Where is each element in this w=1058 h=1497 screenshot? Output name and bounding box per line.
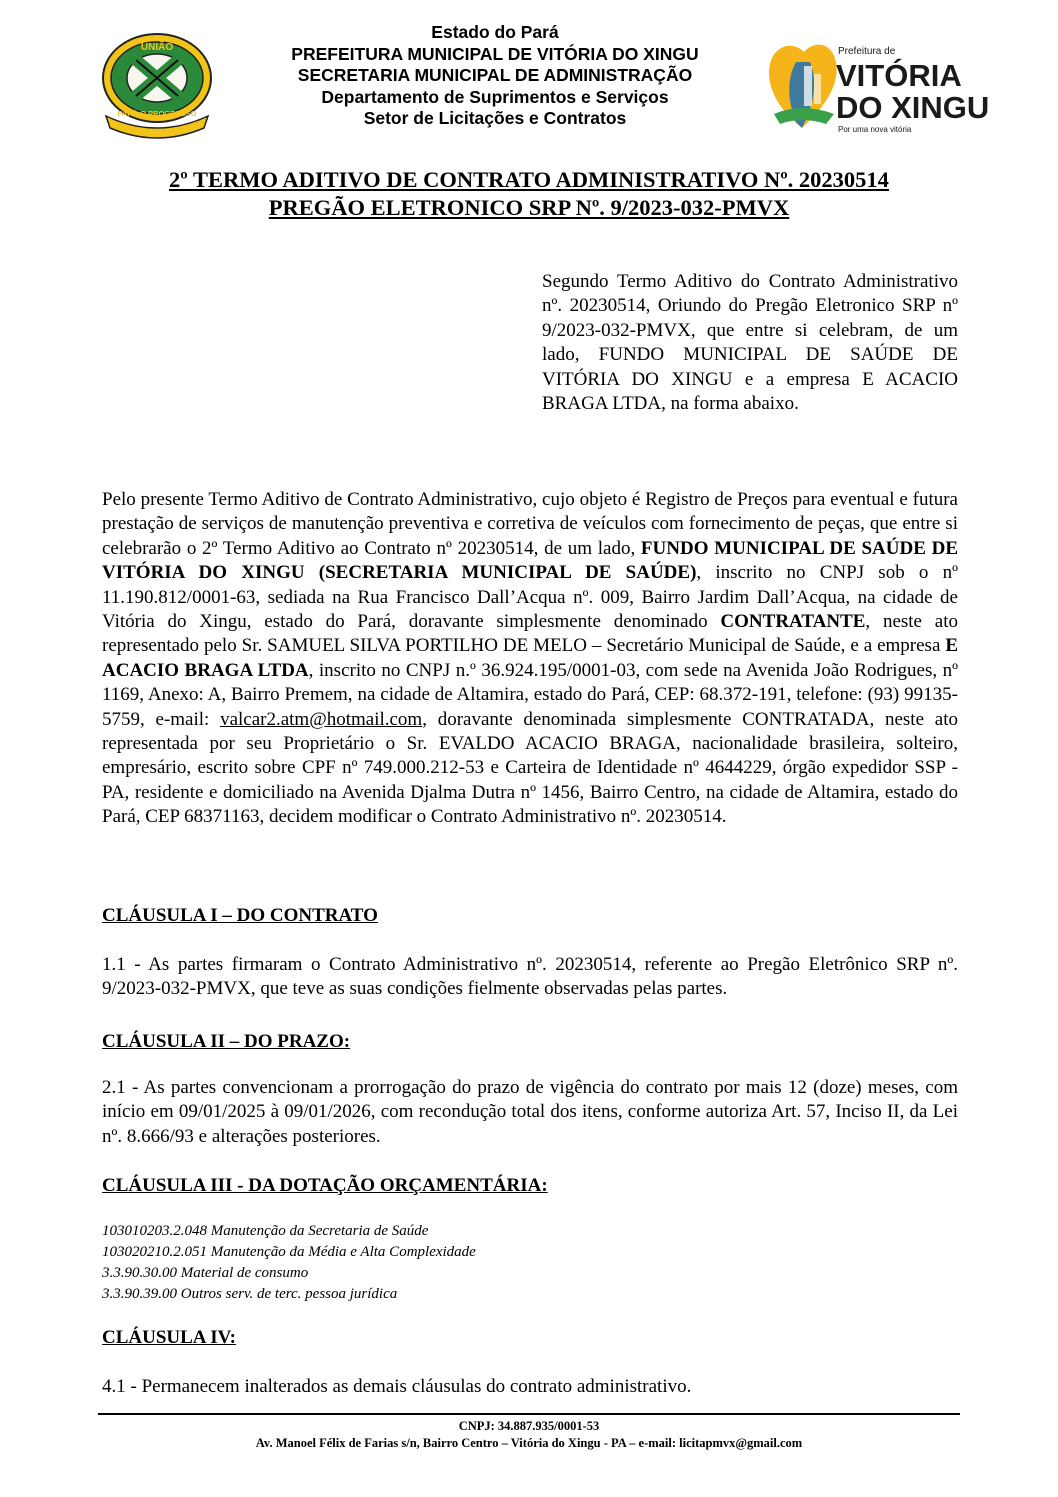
letterhead-sector: Setor de Licitações e Contratos <box>363 108 627 128</box>
preamble-text-3: , neste ato representado pelo Sr. SAMUEL SILVA PORTILHO DE MELO – Secretário Municipal de Saúde, e a empresa <box>102 611 958 657</box>
budget-item: 3.3.90.39.00 Outros serv. de terc. pessoa jurídica <box>102 1286 398 1302</box>
footer-cnpj: CNPJ: 34.887.935/0001-53 <box>458 1419 600 1433</box>
preamble-contratante: CONTRATANTE <box>720 611 866 633</box>
budget-item: 3.3.90.30.00 Material de consumo <box>102 1265 309 1281</box>
budget-item: 103020210.2.051 Manutenção da Média e Alta Complexidade <box>102 1244 476 1260</box>
preamble-party-company: E ACACIO BRAGA LTDA <box>102 635 958 681</box>
title-line-1: 2º TERMO ADITIVO DE CONTRATO ADMINISTRATIVO Nº. 20230514 <box>169 167 889 192</box>
preamble-text-5: , doravante denominada simplesmente CONTRATADA, neste ato representada por seu Proprietário o Sr. EVALDO ACACIO BRAGA, nacionalidade brasileira, solteiro, empresário, escrito sobre CPF nº 749.000.212-53 e Carteira de Identidade nº 4644229, órgão expedidor SSP - PA, residente e domiciliado na Avenida Djalma Dutra nº 1456, Bairro Centro, na cidade de Altamira, estado do Pará, CEP 68371163, decidem modificar o Contrato Administrativo nº. 20230514. <box>102 708 958 828</box>
municipal-seal-icon <box>96 30 218 136</box>
city-logo-tagline: Por uma nova vitória <box>838 125 912 134</box>
city-logo-prefix: Prefeitura de <box>838 46 896 57</box>
clause-1-text <box>102 953 958 1002</box>
city-logo-icon <box>766 32 990 142</box>
clause-3-heading: CLÁUSULA III - DA DOTAÇÃO ORÇAMENTÁRIA: <box>102 1175 548 1196</box>
document-title <box>60 166 998 222</box>
letterhead <box>0 22 1058 142</box>
letterhead-lines <box>230 22 760 130</box>
clause-4-heading: CLÁUSULA IV: <box>102 1327 236 1348</box>
letterhead-department: Departamento de Suprimentos e Serviços <box>321 86 669 107</box>
city-logo-line1: VITÓRIA <box>836 58 962 93</box>
footer-divider <box>98 1413 960 1415</box>
preamble-paragraph <box>102 488 958 830</box>
letterhead-prefecture: PREFEITURA MUNICIPAL DE VITÓRIA DO XINGU <box>291 43 699 64</box>
summary-block <box>542 270 958 416</box>
footer-address: Av. Manoel Félix de Farias s/n, Bairro Centro – Vitória do Xingu - PA – e-mail: licitapmvx@gmail.com <box>255 1436 803 1450</box>
preamble-text-1: Pelo presente Termo Aditivo de Contrato Administrativo, cujo objeto é Registro de Preços para eventual e futura prestação de serviços de manutenção preventiva e corretiva de veículos com fornecimento de peças, que entre si celebrarão o 2º Termo Aditivo ao Contrato nº 20230514, de um lado, <box>102 489 958 559</box>
budget-item: 103010203.2.048 Manutenção da Secretaria de Saúde <box>102 1223 429 1239</box>
clause-2-paragraph: 2.1 - As partes convencionam a prorrogação do prazo de vigência do contrato por mais 12 (doze) meses, com início em 09/01/2025 à 09/01/2026, com recondução total dos itens, conforme autoriza Art. 57, Inciso II, da Lei nº. 8.666/93 e alterações posteriores. <box>102 1077 958 1147</box>
preamble-text-2: , inscrito no CNPJ sob o nº 11.190.812/0001-63, sediada na Rua Francisco Dall’Acqua nº. 009, Bairro Jardim Dall’Acqua, na cidade de Vitória do Xingu, estado do Pará, doravante simplesmente denominado <box>102 562 958 633</box>
preamble-party-fund: FUNDO MUNICIPAL DE SAÚDE DE VITÓRIA DO XINGU (SECRETARIA MUNICIPAL DE SAÚDE) <box>102 537 958 584</box>
letterhead-secretariat: SECRETARIA MUNICIPAL DE ADMINISTRAÇÃO <box>297 65 693 85</box>
city-logo-line2: DO XINGU <box>836 90 990 125</box>
company-email-link[interactable]: valcar2.atm@hotmail.com <box>220 708 423 730</box>
summary-text: Segundo Termo Aditivo do Contrato Administrativo nº. 20230514, Oriundo do Pregão Eletronico SRP nº 9/2023-032-PMVX, que entre si celebram, de um lado, FUNDO MUNICIPAL DE SAÚDE DE VITÓRIA DO XINGU e a empresa E ACACIO BRAGA LTDA, na forma abaixo. <box>542 271 958 415</box>
preamble-text-4: , inscrito no CNPJ n.º 36.924.195/0001-03, com sede na Avenida João Rodrigues, nº 1169, Anexo: A, Bairro Premem, na cidade de Altamira, estado do Pará, CEP: 68.372-191, telefone: (93) 99135-5759, e-mail: <box>102 659 959 730</box>
title-line-2: PREGÃO ELETRONICO SRP Nº. 9/2023-032-PMVX <box>268 195 790 220</box>
footer <box>60 1418 998 1452</box>
clause-4-paragraph: 4.1 - Permanecem inalterados as demais cláusulas do contrato administrativo. <box>102 1376 692 1397</box>
clause-2-heading: CLÁUSULA II – DO PRAZO: <box>102 1031 351 1052</box>
letterhead-state: Estado do Pará <box>431 22 559 42</box>
clause-1-heading: CLÁUSULA I – DO CONTRATO <box>102 905 378 926</box>
clause-2-text <box>102 1076 958 1149</box>
budget-allocation-list <box>102 1221 476 1305</box>
clause-1-paragraph: 1.1 - As partes firmaram o Contrato Administrativo nº. 20230514, referente ao Pregão Eletrônico SRP nº. 9/2023-032-PMVX, que teve as suas condições fielmente observadas pelas partes. <box>102 954 958 1000</box>
seal-top-text: UNIÃO <box>140 42 174 53</box>
seal-bottom-text: PARÁ O PROGRESSO <box>117 109 197 118</box>
